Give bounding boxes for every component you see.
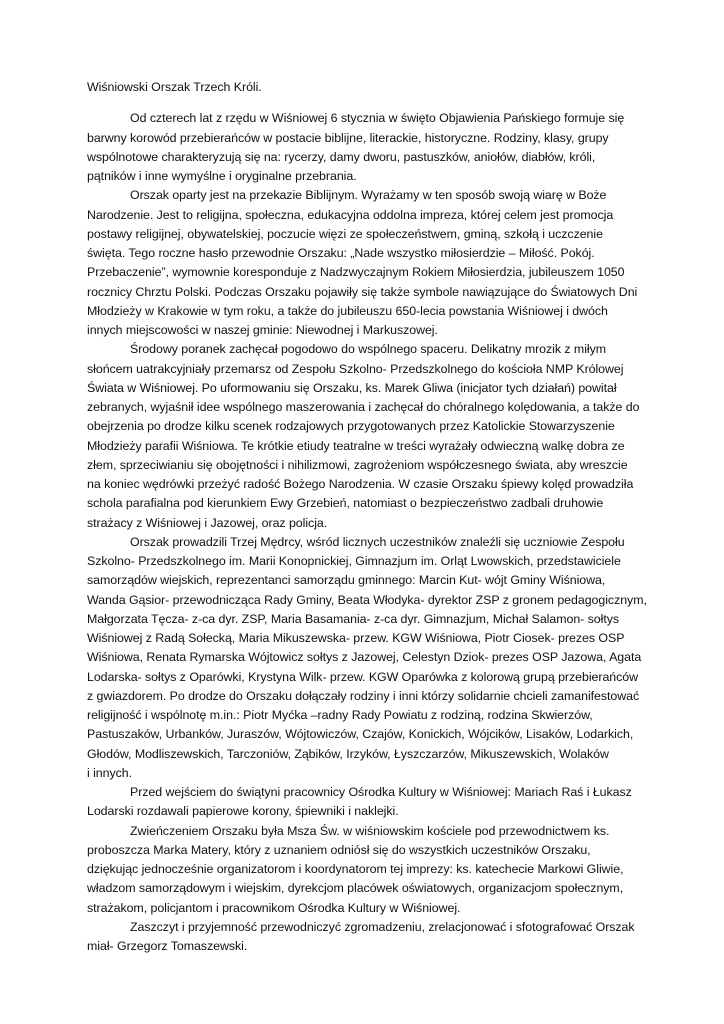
paragraph-holy-mass: Zwieńczeniem Orszaku była Msza Św. w wiśniowskim kościele pod przewodnictwem ks. proboszcza Marka Matery, który z uznaniem odniósł się do wszystkich uczestników Orszaku, dziękując jednocześnie organizatorom i koordynatorom tej imprezy: ks. katechecie Markowi Gliwie, władzom samorządowym i wiejskim, dyrekcjom placówek oświatowych, organizacjom społecznym, strażakom, policjantom i pracownikom Ośrodka Kultury w Wiśniowej. — [87, 823, 624, 915]
document-title: Wiśniowski Orszak Trzech Króli. — [87, 80, 262, 94]
paragraph-participants: Orszak prowadzili Trzej Mędrcy, wśród licznych uczestników znaleźli się uczniowie Zespołu Szkolno- Przedszkolnego im. Marii Konopnickiej, Gimnazjum im. Orląt Lwowskich, przedstawiciele samorządów wiejskich, reprezentanci samorządu gminnego: Marcin Kut- wójt Gminy Wiśniowa, Wanda Gąsior- przewodnicząca Rady Gminy, Beata Włodyka- dyrektor ZSP z gronem pedagogicznym, Małgorzata Tęcza- z-ca dyr. ZSP, Maria Basamania- z-ca dyr. Gimnazjum, Michał Salamon- sołtys Wiśniowej z Radą Sołecką, Maria Mikuszewska- przew. KGW Wiśniowa, Piotr Ciosek- prezes OSP Wiśniowa, Renata Rymarska Wójtowicz sołtys z Jazowej, Celestyn Dziok- prezes OSP Jazowa, Agata Lodarska- sołtys z Oparówki, Krystyna Wilk- przew. KGW Oparówka z kolorową grupą przebierańców z gwiazdorem. Po drodze do Orszaku dołączały rodziny i inni którzy solidarnie chcieli zamanifestować religijność i wspólnotę m.in.: Piotr Myćka –radny Rady Powiatu z rodziną, rodzina Skwierzów, Pastuszaków, Urbanków, Juraszów, Wójtowiczów, Czajów, Konickich, Wójcików, Lisaków, Lodarkich, Głodów, Modliszewskich, Tarczoniów, Ząbików, Irzyków, Łyszczarzów, Mikuszewskich, Wolaków i innych. — [87, 534, 647, 780]
paragraph-crowns-handout: Przed wejściem do świątyni pracownicy Ośrodka Kultury w Wiśniowej: Mariach Raś i Łukasz Lodarski rozdawali papierowe korony, śpiewniki i naklejki. — [87, 785, 632, 819]
paragraph-author: Zaszczyt i przyjemność przewodniczyć zgromadzeniu, zrelacjonować i sfotografować Orszak miał- Grzegorz Tomaszewski. — [87, 919, 635, 953]
document-page — [87, 78, 647, 956]
paragraph-morning-procession: Środowy poranek zachęcał pogodowo do wspólnego spaceru. Delikatny mrozik z miłym słońcem uatrakcyjniały przemarsz od Zespołu Szkolno- Przedszkolnego do kościoła NMP Królowej Świata w Wiśniowej. Po uformowaniu się Orszaku, ks. Marek Gliwa (inicjator tych działań) powitał zebranych, wyjaśnił idee wspólnego maszerowania i zachęcał do chóralnego kolędowania, a także do obejrzenia po drodze kilku scenek rodzajowych przygotowanych przez Katolickie Stowarzyszenie Młodzieży parafii Wiśniowa. Te krótkie etiudy teatralne w treści wyrażały odwieczną walkę dobra ze złem, sprzeciwianiu się obojętności i nihilizmowi, zagrożeniom współczesnego świata, aby wreszcie na koniec wędrówki przeżyć radość Bożego Narodzenia. W czasie Orszaku śpiewy kolęd prowadziła schola parafialna pod kierunkiem Ewy Grzebień, natomiast o bezpieczeństwo zadbali druhowie strażacy z Wiśniowej i Jazowej, oraz policja. — [87, 342, 640, 530]
paragraph-intro: Od czterech lat z rzędu w Wiśniowej 6 stycznia w święto Objawienia Pańskiego formuje się barwny korowód przebierańców w postacie biblijne, literackie, historyczne. Rodziny, klasy, grupy wspólnotowe charakteryzują się na: rycerzy, damy dworu, pastuszków, aniołów, diabłów, króli, pątników i inne wymyślne i oryginalne przebrania. — [87, 111, 625, 183]
paragraph-biblical-message: Orszak oparty jest na przekazie Biblijnym. Wyrażamy w ten sposób swoją wiarę w Boże Narodzenie. Jest to religijna, społeczna, edukacyjna oddolna impreza, której celem jest promocja postawy religijnej, obywatelskiej, poczucie więzi ze społeczeństwem, gminą, szkołą i uczczenie święta. Tego roczne hasło przewodnie Orszaku: „Nade wszystko miłosierdzie – Miłość. Pokój. Przebaczenie”, wymownie koresponduje z Nadzwyczajnym Rokiem Miłosierdzia, jubileuszem 1050 rocznicy Chrztu Polski. Podczas Orszaku pojawiły się także symbole nawiązujące do Światowych Dni Młodzieży w Krakowie w tym roku, a także do jubileuszu 650-lecia powstania Wiśniowej i dwóch innych miejscowości w naszej gminie: Niewodnej i Markuszowej. — [87, 188, 638, 337]
